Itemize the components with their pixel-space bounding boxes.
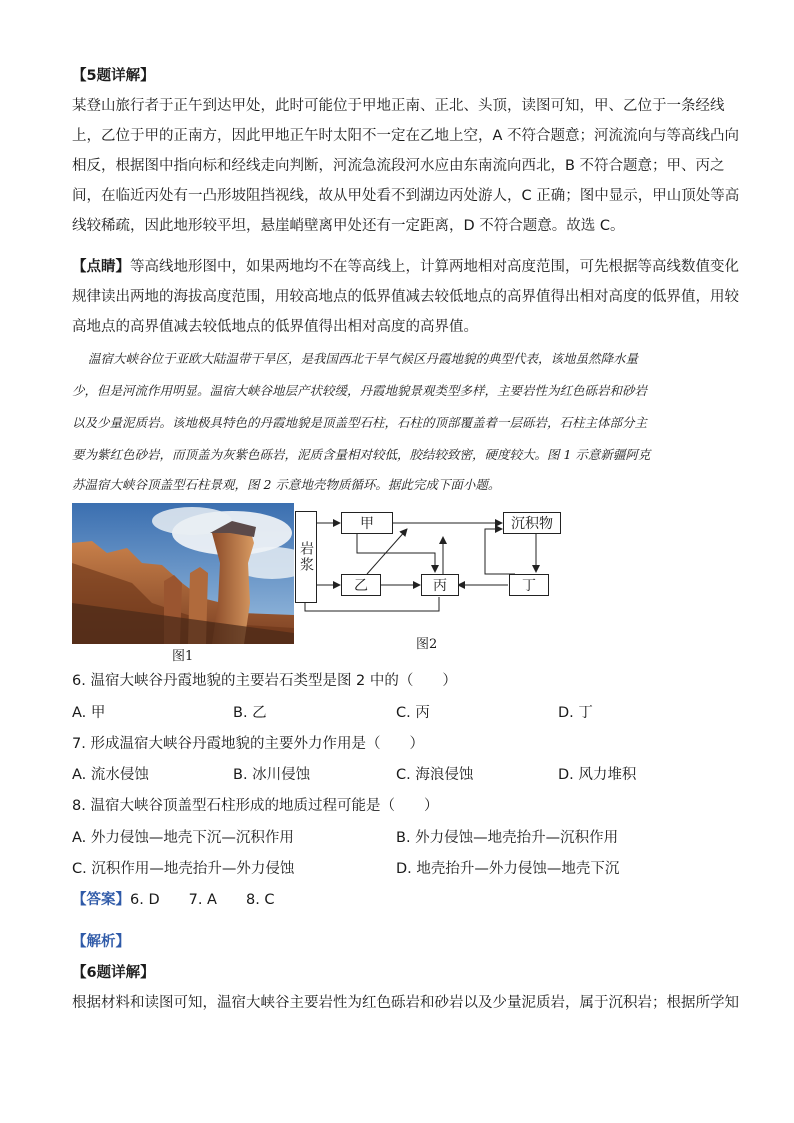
magma-box: 岩浆 xyxy=(295,511,317,603)
figure-2-label: 图2 xyxy=(416,637,438,652)
figure-1-label: 图1 xyxy=(172,649,194,664)
q7-option-c[interactable]: C. 海浪侵蚀 xyxy=(396,767,474,783)
stone-pillar-landscape-image xyxy=(72,503,294,644)
analysis-tag: 【解析】 xyxy=(72,934,130,950)
q6-option-b[interactable]: B. 乙 xyxy=(233,705,267,721)
q7-option-b[interactable]: B. 冰川侵蚀 xyxy=(233,767,311,783)
tips-line-1 xyxy=(72,258,739,276)
sediment-box: 沉积物 xyxy=(503,512,561,534)
q5-line-5: 线较稀疏，因此地形较平坦，悬崖峭壁离甲处还有一定距离，D 不符合题意。故选 C。 xyxy=(72,218,625,234)
q7-option-d[interactable]: D. 风力堆积 xyxy=(558,767,637,783)
answer-text: 6. D 7. A 8. C xyxy=(130,892,275,908)
q6-detail-header: 【6题详解】 xyxy=(72,965,155,981)
material-line-3: 以及少量泥质岩。该地极具特色的丹霞地貌是顶盖型石柱，石柱的顶部覆盖着一层砾岩，石柱主体部分主 xyxy=(72,415,648,430)
q5-line-2: 上，乙位于甲的正南方，因此甲地正午时太阳不一定在乙地上空，A 不符合题意；河流流向与等高线凸向 xyxy=(72,128,740,144)
material-line-5: 苏温宿大峡谷顶盖型石柱景观，图 2 示意地壳物质循环。据此完成下面小题。 xyxy=(72,477,501,492)
box-ding: 丁 xyxy=(509,574,549,596)
q6-option-d[interactable]: D. 丁 xyxy=(558,705,593,721)
q7-option-a[interactable]: A. 流水侵蚀 xyxy=(72,767,149,783)
q6-stem: 6. 温宿大峡谷丹霞地貌的主要岩石类型是图 2 中的（ ） xyxy=(72,673,457,689)
figure-1-photo xyxy=(72,503,294,644)
box-bing: 丙 xyxy=(421,574,459,596)
tips-text-1: 等高线地形图中，如果两地均不在等高线上，计算两地相对高度范围，可先根据等高线数值变化 xyxy=(130,259,739,275)
box-jia: 甲 xyxy=(341,512,393,534)
q8-option-d[interactable]: D. 地壳抬升—外力侵蚀—地壳下沉 xyxy=(396,861,620,877)
material-line-2: 少，但是河流作用明显。温宿大峡谷地层产状较缓，丹霞地貌景观类型多样，主要岩性为红色砾岩和砂岩 xyxy=(72,383,648,398)
q5-line-1: 某登山旅行者于正午到达甲处，此时可能位于甲地正南、正北、头顶，读图可知，甲、乙位于一条经线 xyxy=(72,98,725,114)
q7-stem: 7. 形成温宿大峡谷丹霞地貌的主要外力作用是（ ） xyxy=(72,736,424,752)
q6-option-c[interactable]: C. 丙 xyxy=(396,705,430,721)
tips-header: 【点睛】 xyxy=(72,259,130,275)
q8-option-c[interactable]: C. 沉积作用—地壳抬升—外力侵蚀 xyxy=(72,861,295,877)
q6-option-a[interactable]: A. 甲 xyxy=(72,705,106,721)
q8-option-a[interactable]: A. 外力侵蚀—地壳下沉—沉积作用 xyxy=(72,830,294,846)
material-line-1: 温宿大峡谷位于亚欧大陆温带干旱区，是我国西北干旱气候区丹霞地貌的典型代表，该地虽然降水量 xyxy=(88,351,639,366)
figure-2-rock-cycle-diagram xyxy=(295,505,565,630)
box-yi: 乙 xyxy=(341,574,381,596)
q8-option-b[interactable]: B. 外力侵蚀—地壳抬升—沉积作用 xyxy=(396,830,619,846)
tips-line-2: 规律读出两地的海拔高度范围，用较高地点的低界值减去较低地点的高界值得出相对高度的低界值，用较 xyxy=(72,289,739,305)
q8-stem: 8. 温宿大峡谷顶盖型石柱形成的地质过程可能是（ ） xyxy=(72,798,439,814)
answer-line xyxy=(72,891,275,909)
tips-line-3: 高地点的高界值减去较低地点的低界值得出相对高度的高界值。 xyxy=(72,319,478,335)
q5-line-3: 相反，根据图中指向标和经线走向判断，河流急流段河水应由东南流向西北，B 不符合题意；甲、丙之 xyxy=(72,158,725,174)
material-line-4: 要为紫红色砂岩，而顶盖为灰紫色砾岩，泥质含量相对较低，胶结较致密，硬度较大。图 1 示意新疆阿克 xyxy=(72,447,651,462)
q6-detail-line-1: 根据材料和读图可知，温宿大峡谷主要岩性为红色砾岩和砂岩以及少量泥质岩，属于沉积岩；根据所学知 xyxy=(72,995,739,1011)
q5-header: 【5题详解】 xyxy=(72,68,155,84)
q5-line-4: 间，在临近丙处有一凸形坡阻挡视线，故从甲处看不到湖边丙处游人，C 正确；图中显示，甲山顶处等高 xyxy=(72,188,740,204)
answer-tag: 【答案】 xyxy=(72,892,130,908)
